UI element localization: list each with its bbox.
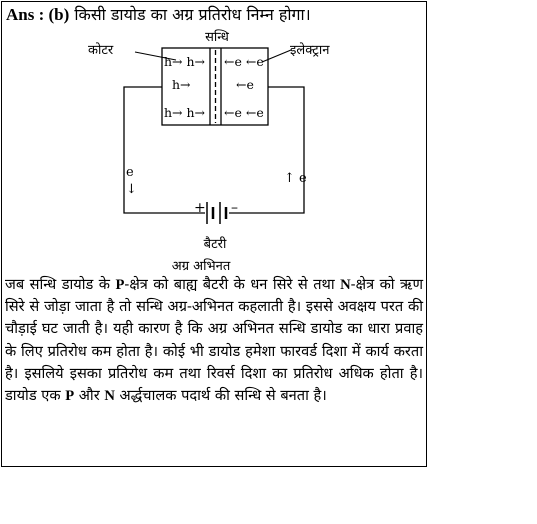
hole-row-3: h→ h→: [164, 105, 206, 120]
forward-bias-label: अग्र अभिनत: [171, 259, 231, 274]
n-region-letter: N: [340, 277, 351, 293]
electron-row-3: ←e ←e: [224, 105, 264, 120]
hole-row-1: h→ h→: [164, 54, 206, 69]
left-current-label: e: [126, 165, 134, 180]
para-text-4: और: [74, 387, 105, 405]
p-region-letter: P: [115, 277, 125, 293]
para-text-1: जब सन्धि डायोड के: [5, 276, 116, 293]
hole-row-2: h→: [172, 77, 191, 92]
explanation-paragraph: [5, 274, 423, 407]
battery-plus: +: [194, 200, 206, 216]
n-type-letter: N: [104, 388, 115, 405]
para-text-5: अर्द्धचालक पदार्थ की सन्धि से बनता है।: [114, 387, 327, 405]
hole-label: कोटर: [88, 43, 114, 58]
left-current-arrow: ↓: [126, 182, 137, 197]
junction-label: सन्धि: [205, 30, 229, 45]
answer-label: Ans : (b): [6, 5, 70, 24]
electron-row-1: ←e ←e: [224, 54, 264, 69]
para-text-2: -क्षेत्र को बाह्य बैटरी के धन सिरे से तथा: [124, 276, 341, 293]
p-type-letter: P: [65, 388, 75, 405]
electron-row-2: ←e: [236, 77, 254, 92]
battery-minus: –: [231, 200, 238, 216]
right-current-label: ↑ e: [284, 171, 307, 186]
para-text-3: -क्षेत्र को ऋण सिरे से जोड़ा जाता है तो सन्धि अग्र-अभिनत कहलाती है। इससे अवक्षय परत की चौड़ाई घट जाती है। यही कारण है कि अग्र अभिनत सन्धि डायोड का धारा प्रवाह के लिए प्रतिरोध कम होता है। कोई भी डायोड हमेशा फारवर्ड दिशा में कार्य करता है। इसलिये इसका प्रतिरोध कम तथा रिवर्स दिशा का प्रतिरोध अधिक होता है। डायोड एक: [5, 276, 424, 405]
answer-statement: किसी डायोड का अग्र प्रतिरोध निम्न होगा।: [74, 5, 311, 24]
electron-label: इलेक्ट्रान: [290, 43, 330, 58]
battery-label: बैटरी: [203, 237, 227, 252]
